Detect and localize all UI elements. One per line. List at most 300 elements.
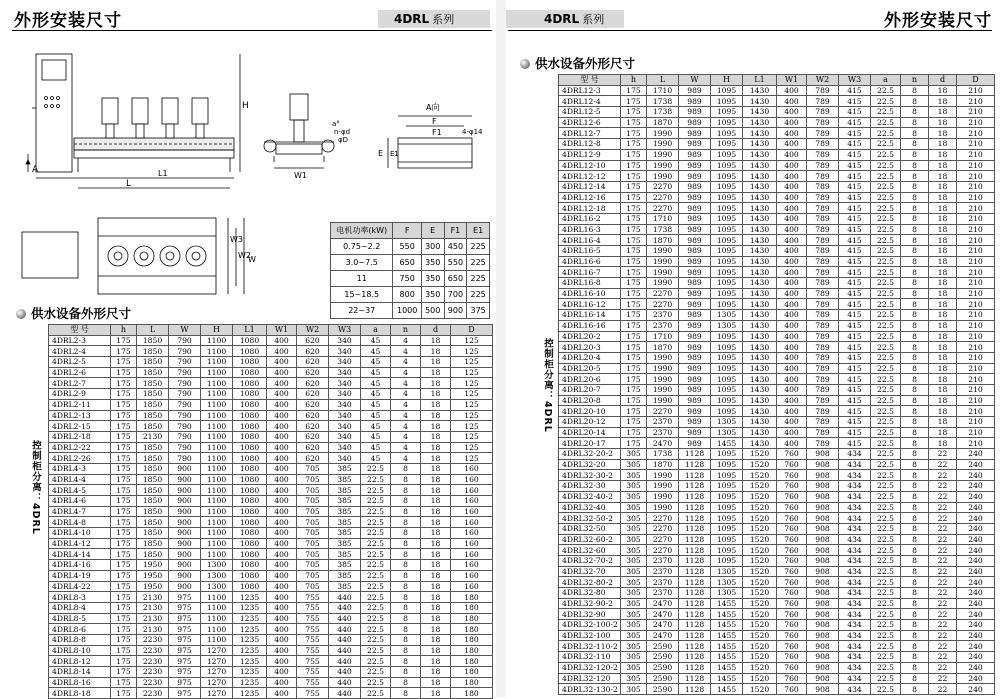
value-cell: 1430 — [743, 149, 777, 160]
table-row — [559, 256, 995, 267]
value-cell: 1455 — [711, 438, 743, 449]
value-cell: 1080 — [233, 421, 267, 432]
table-row — [49, 463, 493, 474]
value-cell: 1520 — [743, 577, 777, 588]
value-cell: 1095 — [711, 342, 743, 353]
value-cell: 1870 — [647, 235, 679, 246]
value-cell: 2270 — [647, 406, 679, 417]
model-cell: 4DRL12-6 — [559, 117, 621, 128]
value-cell: 175 — [621, 417, 647, 428]
value-cell: 385 — [329, 538, 361, 549]
value-cell: 18 — [421, 485, 451, 496]
value-cell: 240 — [957, 555, 995, 566]
value-cell: 385 — [329, 570, 361, 581]
table-row — [559, 459, 995, 470]
value-cell: 22.5 — [871, 588, 901, 599]
value-cell: 400 — [777, 246, 807, 257]
value-cell: 1950 — [137, 581, 169, 592]
value-cell: 400 — [777, 235, 807, 246]
value-cell: 975 — [169, 613, 201, 624]
value-cell: 1305 — [711, 427, 743, 438]
model-cell: 4DRL20-2 — [559, 331, 621, 342]
left-table-body — [49, 335, 493, 698]
value-cell: 1095 — [711, 331, 743, 342]
table-row — [49, 517, 493, 528]
motor-cell: 375 — [467, 303, 490, 319]
model-cell: 4DRL32-120 — [559, 673, 621, 684]
value-cell: 975 — [169, 634, 201, 645]
value-cell: 440 — [329, 624, 361, 635]
bullet-icon — [520, 59, 530, 69]
label-l: L — [126, 179, 132, 189]
value-cell: 415 — [839, 278, 871, 289]
value-cell: 18 — [929, 160, 957, 171]
column-header: n — [391, 325, 421, 336]
table-row — [49, 389, 493, 400]
value-cell: 305 — [621, 566, 647, 577]
value-cell: 1080 — [233, 506, 267, 517]
value-cell: 400 — [267, 442, 297, 453]
value-cell: 2230 — [137, 688, 169, 699]
value-cell: 175 — [621, 128, 647, 139]
value-cell: 240 — [957, 523, 995, 534]
value-cell: 789 — [807, 267, 839, 278]
value-cell: 975 — [169, 624, 201, 635]
value-cell: 1430 — [743, 139, 777, 150]
value-cell: 4 — [391, 431, 421, 442]
model-cell: 4DRL20-12 — [559, 417, 621, 428]
table-row — [49, 485, 493, 496]
value-cell: 1990 — [647, 363, 679, 374]
value-cell: 1430 — [743, 395, 777, 406]
value-cell: 1430 — [743, 288, 777, 299]
value-cell: 22.5 — [361, 485, 391, 496]
value-cell: 210 — [957, 267, 995, 278]
value-cell: 1235 — [233, 602, 267, 613]
value-cell: 45 — [361, 431, 391, 442]
value-cell: 1520 — [743, 673, 777, 684]
front-view-drawing — [18, 48, 248, 198]
value-cell: 1095 — [711, 395, 743, 406]
value-cell: 760 — [777, 555, 807, 566]
value-cell: 1300 — [201, 570, 233, 581]
bullet-icon — [16, 309, 26, 319]
model-cell: 4DRL4-3 — [49, 463, 111, 474]
value-cell: 2130 — [137, 624, 169, 635]
value-cell: 400 — [267, 645, 297, 656]
page-gutter — [496, 0, 506, 697]
value-cell: 8 — [901, 491, 929, 502]
table-row — [559, 85, 995, 96]
value-cell: 2230 — [137, 667, 169, 678]
value-cell: 1128 — [679, 502, 711, 513]
value-cell: 240 — [957, 545, 995, 556]
value-cell: 1128 — [679, 630, 711, 641]
value-cell: 1095 — [711, 459, 743, 470]
value-cell: 175 — [621, 363, 647, 374]
value-cell: 210 — [957, 331, 995, 342]
value-cell: 1080 — [233, 570, 267, 581]
value-cell: 1950 — [137, 560, 169, 571]
value-cell: 1095 — [711, 139, 743, 150]
value-cell: 440 — [329, 688, 361, 699]
label-w1: W1 — [294, 171, 307, 180]
value-cell: 400 — [777, 352, 807, 363]
value-cell: 789 — [807, 139, 839, 150]
value-cell: 2230 — [137, 634, 169, 645]
value-cell: 210 — [957, 203, 995, 214]
value-cell: 8 — [901, 459, 929, 470]
motor-header-cell: F1 — [444, 223, 467, 239]
value-cell: 620 — [297, 399, 329, 410]
model-cell: 4DRL4-7 — [49, 506, 111, 517]
value-cell: 400 — [777, 331, 807, 342]
value-cell: 789 — [807, 438, 839, 449]
value-cell: 210 — [957, 117, 995, 128]
value-cell: 210 — [957, 107, 995, 118]
value-cell: 1080 — [233, 367, 267, 378]
value-cell: 175 — [621, 235, 647, 246]
value-cell: 415 — [839, 267, 871, 278]
value-cell: 210 — [957, 427, 995, 438]
value-cell: 400 — [777, 117, 807, 128]
value-cell: 400 — [777, 320, 807, 331]
value-cell: 434 — [839, 652, 871, 663]
column-header: 型 号 — [49, 325, 111, 336]
left-side-label: 控制柜分离：4DRL — [30, 440, 41, 535]
value-cell: 125 — [451, 367, 493, 378]
value-cell: 760 — [777, 630, 807, 641]
value-cell: 1100 — [201, 506, 233, 517]
model-cell: 4DRL16-16 — [559, 320, 621, 331]
value-cell: 789 — [807, 96, 839, 107]
value-cell: 1455 — [711, 673, 743, 684]
value-cell: 790 — [169, 378, 201, 389]
table-row — [559, 384, 995, 395]
column-header: W2 — [297, 325, 329, 336]
value-cell: 18 — [421, 357, 451, 368]
value-cell: 8 — [901, 374, 929, 385]
value-cell: 755 — [297, 667, 329, 678]
value-cell: 210 — [957, 395, 995, 406]
value-cell: 789 — [807, 374, 839, 385]
value-cell: 8 — [901, 235, 929, 246]
model-cell: 4DRL20-4 — [559, 352, 621, 363]
value-cell: 434 — [839, 641, 871, 652]
value-cell: 340 — [329, 357, 361, 368]
value-cell: 620 — [297, 378, 329, 389]
value-cell: 8 — [391, 581, 421, 592]
value-cell: 415 — [839, 213, 871, 224]
value-cell: 1100 — [201, 602, 233, 613]
value-cell: 1095 — [711, 545, 743, 556]
value-cell: 400 — [267, 410, 297, 421]
value-cell: 415 — [839, 235, 871, 246]
value-cell: 240 — [957, 449, 995, 460]
value-cell: 415 — [839, 192, 871, 203]
value-cell: 18 — [421, 667, 451, 678]
value-cell: 1095 — [711, 203, 743, 214]
value-cell: 1100 — [201, 346, 233, 357]
model-cell: 4DRL2-18 — [49, 431, 111, 442]
value-cell: 175 — [621, 352, 647, 363]
value-cell: 8 — [901, 128, 929, 139]
value-cell: 175 — [111, 357, 137, 368]
value-cell: 175 — [621, 181, 647, 192]
value-cell: 125 — [451, 442, 493, 453]
value-cell: 415 — [839, 246, 871, 257]
model-cell: 4DRL32-20-2 — [559, 449, 621, 460]
value-cell: 2370 — [647, 310, 679, 321]
value-cell: 989 — [679, 139, 711, 150]
value-cell: 1128 — [679, 641, 711, 652]
value-cell: 22 — [929, 684, 957, 695]
value-cell: 1520 — [743, 491, 777, 502]
value-cell: 989 — [679, 331, 711, 342]
table-row — [49, 560, 493, 571]
value-cell: 22.5 — [361, 592, 391, 603]
table-row — [559, 523, 995, 534]
motor-cell: 350 — [421, 287, 444, 303]
value-cell: 434 — [839, 534, 871, 545]
value-cell: 45 — [361, 378, 391, 389]
value-cell: 1990 — [647, 256, 679, 267]
value-cell: 1430 — [743, 267, 777, 278]
value-cell: 45 — [361, 389, 391, 400]
motor-cell: 900 — [444, 303, 467, 319]
value-cell: 1738 — [647, 224, 679, 235]
table-row — [559, 470, 995, 481]
value-cell: 22.5 — [871, 181, 901, 192]
table-row — [559, 203, 995, 214]
value-cell: 22 — [929, 545, 957, 556]
value-cell: 22.5 — [871, 577, 901, 588]
label-e: E — [378, 149, 384, 158]
value-cell: 175 — [111, 335, 137, 346]
value-cell: 175 — [111, 581, 137, 592]
value-cell: 908 — [807, 566, 839, 577]
value-cell: 22.5 — [871, 203, 901, 214]
value-cell: 1095 — [711, 534, 743, 545]
value-cell: 305 — [621, 588, 647, 599]
value-cell: 125 — [451, 399, 493, 410]
value-cell: 125 — [451, 335, 493, 346]
column-header: W1 — [777, 75, 807, 86]
value-cell: 210 — [957, 85, 995, 96]
value-cell: 400 — [777, 342, 807, 353]
value-cell: 1235 — [233, 688, 267, 699]
value-cell: 22.5 — [871, 107, 901, 118]
motor-cell: 11 — [331, 271, 393, 287]
model-cell: 4DRL16-2 — [559, 213, 621, 224]
value-cell: 2270 — [647, 299, 679, 310]
value-cell: 210 — [957, 417, 995, 428]
value-cell: 175 — [111, 442, 137, 453]
table-row — [559, 620, 995, 631]
value-cell: 4 — [391, 346, 421, 357]
value-cell: 434 — [839, 577, 871, 588]
table-row — [559, 352, 995, 363]
value-cell: 790 — [169, 410, 201, 421]
value-cell: 434 — [839, 609, 871, 620]
value-cell: 22.5 — [871, 128, 901, 139]
value-cell: 45 — [361, 346, 391, 357]
value-cell: 175 — [111, 346, 137, 357]
value-cell: 789 — [807, 342, 839, 353]
value-cell: 1095 — [711, 555, 743, 566]
value-cell: 8 — [901, 395, 929, 406]
model-cell: 4DRL32-110 — [559, 652, 621, 663]
value-cell: 1100 — [201, 517, 233, 528]
value-cell: 18 — [929, 267, 957, 278]
value-cell: 440 — [329, 613, 361, 624]
table-row — [49, 410, 493, 421]
value-cell: 175 — [111, 656, 137, 667]
value-cell: 790 — [169, 367, 201, 378]
value-cell: 22.5 — [871, 545, 901, 556]
value-cell: 415 — [839, 203, 871, 214]
value-cell: 180 — [451, 592, 493, 603]
value-cell: 908 — [807, 545, 839, 556]
value-cell: 385 — [329, 485, 361, 496]
value-cell: 900 — [169, 570, 201, 581]
value-cell: 125 — [451, 453, 493, 464]
value-cell: 240 — [957, 491, 995, 502]
value-cell: 210 — [957, 352, 995, 363]
value-cell: 789 — [807, 213, 839, 224]
value-cell: 620 — [297, 357, 329, 368]
value-cell: 1270 — [201, 656, 233, 667]
value-cell: 1128 — [679, 470, 711, 481]
value-cell: 1870 — [647, 459, 679, 470]
value-cell: 18 — [421, 624, 451, 635]
column-header: L1 — [743, 75, 777, 86]
value-cell: 8 — [901, 673, 929, 684]
value-cell: 1850 — [137, 378, 169, 389]
value-cell: 22.5 — [871, 652, 901, 663]
value-cell: 975 — [169, 592, 201, 603]
table-row — [49, 645, 493, 656]
value-cell: 4 — [391, 421, 421, 432]
value-cell: 18 — [421, 346, 451, 357]
model-cell: 4DRL8-3 — [49, 592, 111, 603]
model-cell: 4DRL12-7 — [559, 128, 621, 139]
value-cell: 1520 — [743, 449, 777, 460]
value-cell: 908 — [807, 523, 839, 534]
value-cell: 1095 — [711, 288, 743, 299]
model-cell: 4DRL16-5 — [559, 246, 621, 257]
value-cell: 210 — [957, 374, 995, 385]
value-cell: 175 — [111, 485, 137, 496]
value-cell: 1080 — [233, 431, 267, 442]
model-cell: 4DRL20-7 — [559, 384, 621, 395]
value-cell: 975 — [169, 688, 201, 699]
value-cell: 989 — [679, 96, 711, 107]
value-cell: 1095 — [711, 278, 743, 289]
value-cell: 22.5 — [871, 139, 901, 150]
label-a-direction: A向 — [426, 103, 440, 112]
value-cell: 1095 — [711, 246, 743, 257]
value-cell: 1095 — [711, 149, 743, 160]
value-cell: 22 — [929, 513, 957, 524]
value-cell: 989 — [679, 395, 711, 406]
value-cell: 415 — [839, 363, 871, 374]
value-cell: 989 — [679, 427, 711, 438]
model-cell: 4DRL2-13 — [49, 410, 111, 421]
table-row — [49, 528, 493, 539]
motor-header-cell: E — [421, 223, 444, 239]
value-cell: 975 — [169, 602, 201, 613]
value-cell: 175 — [621, 384, 647, 395]
value-cell: 8 — [901, 406, 929, 417]
value-cell: 400 — [777, 149, 807, 160]
model-cell: 4DRL32-40 — [559, 502, 621, 513]
value-cell: 705 — [297, 485, 329, 496]
value-cell: 175 — [111, 496, 137, 507]
value-cell: 790 — [169, 389, 201, 400]
value-cell: 789 — [807, 203, 839, 214]
value-cell: 2270 — [647, 203, 679, 214]
motor-cell: 500 — [421, 303, 444, 319]
column-header: 型 号 — [559, 75, 621, 86]
value-cell: 8 — [901, 684, 929, 695]
value-cell: 400 — [267, 399, 297, 410]
value-cell: 400 — [267, 389, 297, 400]
model-cell: 4DRL8-5 — [49, 613, 111, 624]
value-cell: 789 — [807, 128, 839, 139]
value-cell: 22 — [929, 609, 957, 620]
value-cell: 1128 — [679, 652, 711, 663]
value-cell: 22.5 — [871, 662, 901, 673]
value-cell: 8 — [901, 470, 929, 481]
value-cell: 210 — [957, 96, 995, 107]
value-cell: 210 — [957, 181, 995, 192]
left-section-title-text: 供水设备外形尺寸 — [31, 306, 132, 321]
value-cell: 18 — [421, 442, 451, 453]
value-cell: 400 — [267, 624, 297, 635]
value-cell: 789 — [807, 171, 839, 182]
value-cell: 1095 — [711, 160, 743, 171]
value-cell: 908 — [807, 459, 839, 470]
column-header: W2 — [807, 75, 839, 86]
table-row — [49, 602, 493, 613]
value-cell: 18 — [929, 310, 957, 321]
model-cell: 4DRL16-6 — [559, 256, 621, 267]
column-header: W1 — [267, 325, 297, 336]
value-cell: 8 — [901, 577, 929, 588]
value-cell: 434 — [839, 555, 871, 566]
value-cell: 989 — [679, 352, 711, 363]
value-cell: 1235 — [233, 667, 267, 678]
value-cell: 18 — [421, 431, 451, 442]
value-cell: 175 — [621, 107, 647, 118]
left-series-suffix: 系列 — [432, 13, 455, 26]
motor-table-row — [331, 303, 490, 319]
value-cell: 8 — [901, 256, 929, 267]
table-row — [49, 613, 493, 624]
model-cell: 4DRL4-22 — [49, 581, 111, 592]
model-cell: 4DRL4-12 — [49, 538, 111, 549]
model-cell: 4DRL4-16 — [49, 560, 111, 571]
value-cell: 400 — [777, 85, 807, 96]
value-cell: 789 — [807, 299, 839, 310]
model-cell: 4DRL4-10 — [49, 528, 111, 539]
value-cell: 789 — [807, 224, 839, 235]
value-cell: 415 — [839, 331, 871, 342]
value-cell: 1128 — [679, 449, 711, 460]
value-cell: 989 — [679, 224, 711, 235]
value-cell: 908 — [807, 534, 839, 545]
